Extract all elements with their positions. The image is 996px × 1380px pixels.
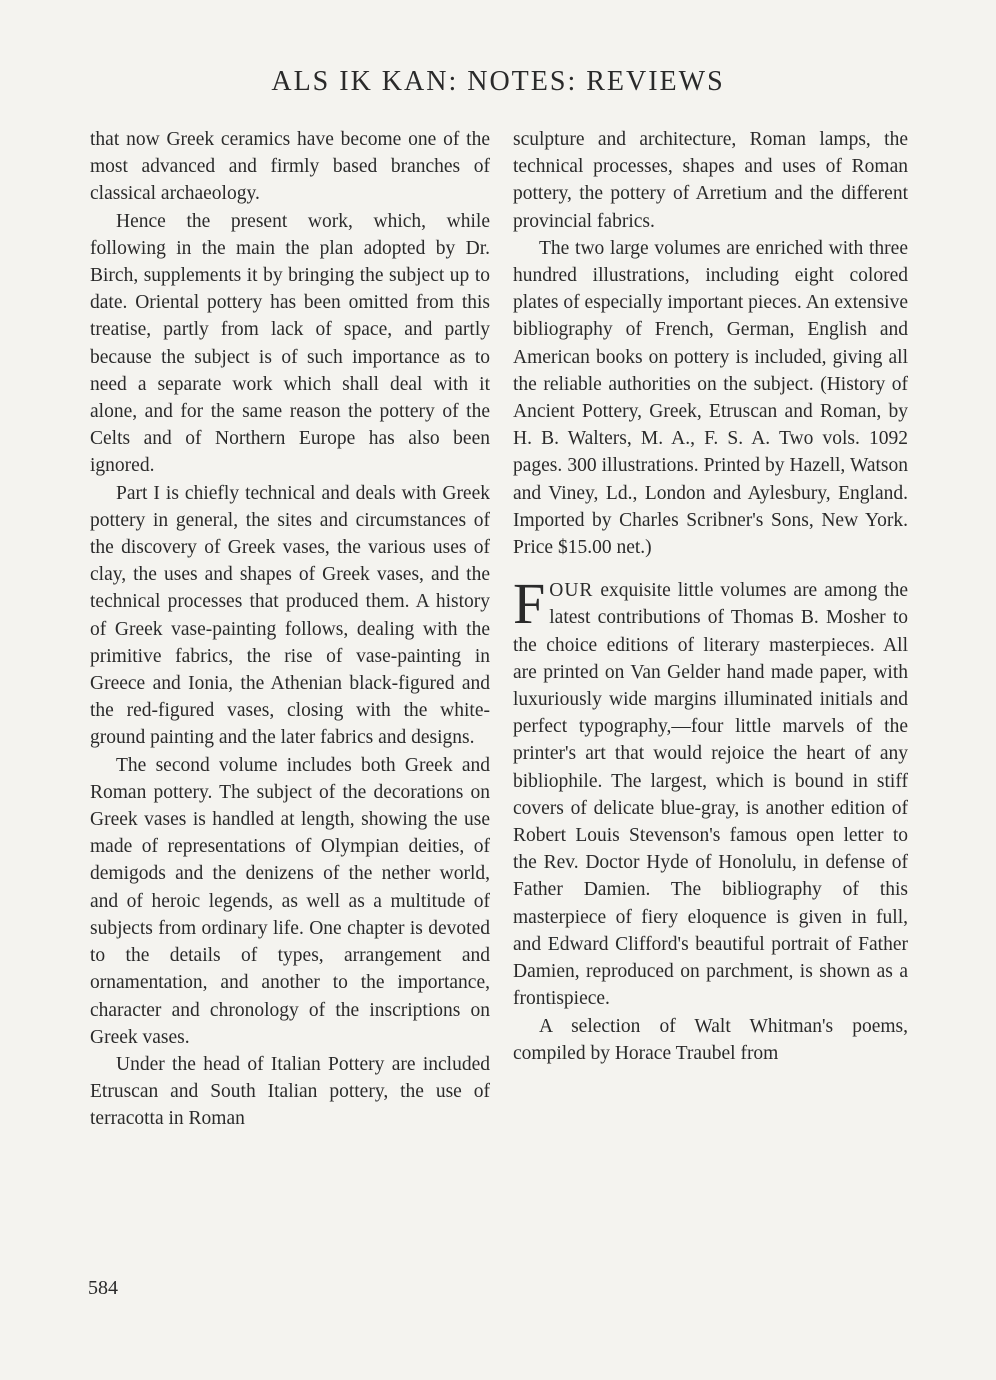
left-column: [90, 126, 490, 1133]
paragraph: Under the head of Italian Pottery are included Etruscan and South Italian pottery, the use of terracotta in Roman: [90, 1053, 490, 1130]
section-gap: [513, 561, 908, 577]
paragraph-body: exquisite little volumes are among the latest contributions of Thomas B. Mosher to the choice editions of literary masterpieces. All are printed on Van Gelder hand made paper, with luxuriously wide margins illuminated initials and perfect typography,—four little marvels of the printer's art that would rejoice the heart of any bibliophile. The largest, which is bound in stiff covers of delicate blue-gray, is another edition of Robert Louis Stevenson's famous open letter to the Rev. Doctor Hyde of Honolulu, in defense of Father Damien. The bibliography of this masterpiece of fiery eloquence is given in full, and Edward Clifford's beautiful portrait of Father Damien, reproduced on parchment, is shown as a frontispiece.: [513, 580, 908, 1010]
page-number: 584: [88, 1277, 118, 1299]
paragraph: The two large volumes are enriched with three hundred illustrations, including eight colored plates of especially important pieces. An extensive bibliography of French, German, English and American books on pottery is included, giving all the reliable authorities on the subject. (History of Ancient Pottery, Greek, Etruscan and Roman, by H. B. Walters, M. A., F. S. A. Two vols. 1092 pages. 300 illustrations. Printed by Hazell, Watson and Viney, Ld., London and Aylesbury, England. Imported by Charles Scribner's Sons, New York. Price $15.00 net.): [513, 237, 908, 559]
paragraph: A selection of Walt Whitman's poems, compiled by Horace Traubel from: [513, 1015, 908, 1064]
small-caps-lead: OUR: [549, 580, 594, 602]
paragraph: that now Greek ceramics have become one of the most advanced and firmly based branches of classical archaeology.: [90, 129, 490, 205]
right-column: [513, 126, 908, 1067]
paragraph: Part I is chiefly technical and deals with Greek pottery in general, the sites and circumstances of the discovery of Greek vases, the various uses of clay, the uses and shapes of Greek vases, and the technical processes that produced them. A history of Greek vase-painting follows, dealing with the primitive fabrics, the rise of vase-painting in Greece and Ionia, the Athenian black-figured and the red-figured vases, closing with the white-ground painting and the later fabrics and designs.: [90, 482, 490, 749]
page-header: ALS IK KAN: NOTES: REVIEWS: [271, 66, 725, 97]
paragraph: Hence the present work, which, while following in the main the plan adopted by Dr. Birch, supplements it by bringing the subject up to date. Oriental pottery has been omitted from this treatise, partly from lack of space, and partly because the subject is of such importance as to need a separate work which shall deal with it alone, and for the same reason the pottery of the Celts and of Northern Europe has also been ignored.: [90, 210, 490, 477]
dropcap-paragraph: [513, 571, 908, 1012]
paragraph: sculpture and architecture, Roman lamps, the technical processes, shapes and uses of Roman pottery, the pottery of Arretium and the different provincial fabrics.: [513, 129, 908, 232]
drop-cap-initial: F: [513, 571, 546, 637]
paragraph: The second volume includes both Greek and Roman pottery. The subject of the decorations on Greek vases is handled at length, showing the use made of representations of Olympian deities, of demigods and the denizens of the nether world, and of heroic legends, as well as a multitude of subjects from ordinary life. One chapter is devoted to the details of types, arrangement and ornamentation, and another to the importance, character and chronology of the inscriptions on Greek vases.: [90, 754, 490, 1048]
